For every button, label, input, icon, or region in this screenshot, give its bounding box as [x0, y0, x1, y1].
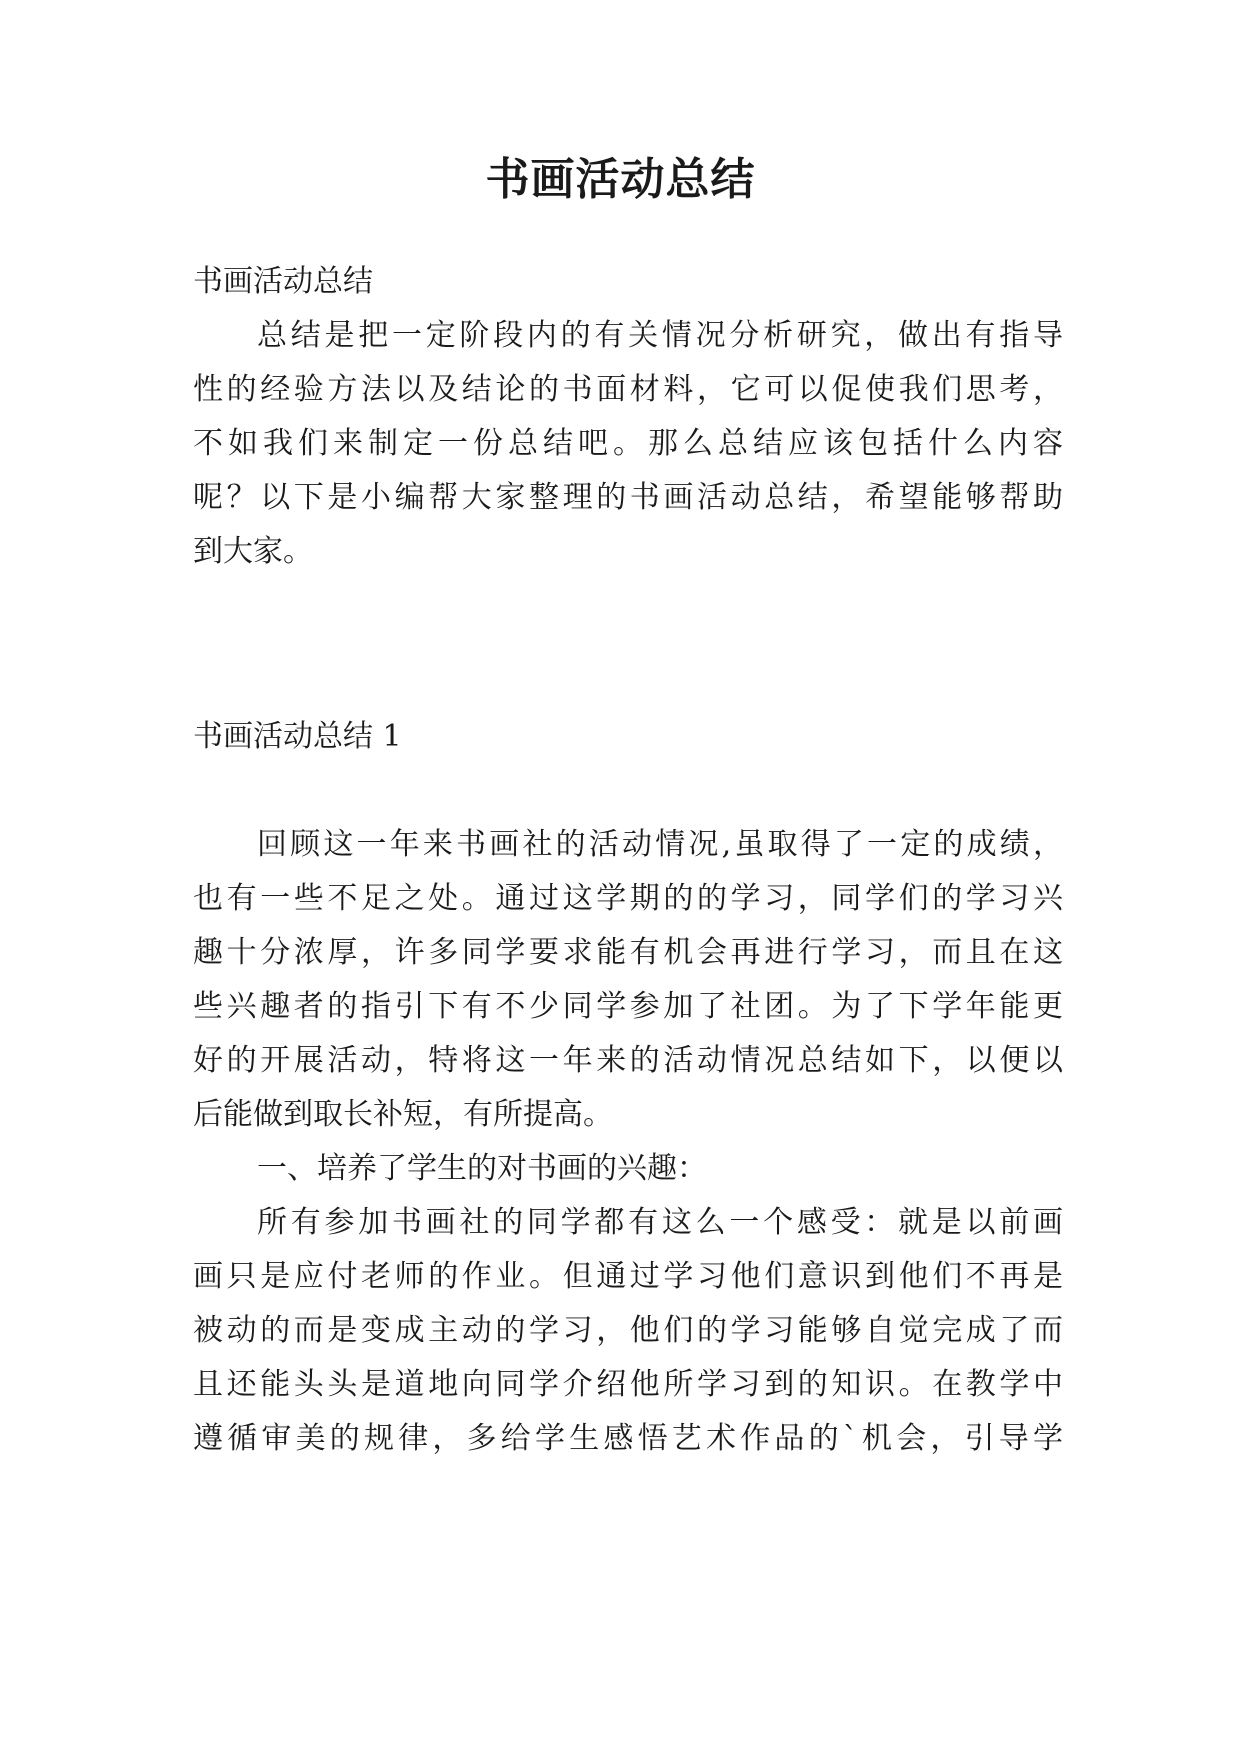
body-line: 也有一些不足之处。通过这学期的的学习，同学们的学习兴 [193, 881, 1063, 916]
intro-line: 到大家。 [193, 534, 313, 569]
intro-line: 总结是把一定阶段内的有关情况分析研究，做出有指导 [257, 318, 1063, 353]
section-heading: 书画活动总结 1 [193, 719, 402, 754]
subheading: 一、培养了学生的对书画的兴趣： [257, 1151, 707, 1186]
intro-line: 不如我们来制定一份总结吧。那么总结应该包括什么内容 [193, 426, 1063, 461]
intro-line: 性的经验方法以及结论的书面材料，它可以促使我们思考， [193, 372, 1063, 407]
body-line: 趣十分浓厚，许多同学要求能有机会再进行学习，而且在这 [193, 935, 1063, 970]
body-line: 被动的而是变成主动的学习，他们的学习能够自觉完成了而 [193, 1313, 1063, 1348]
intro-heading: 书画活动总结 [193, 264, 373, 299]
intro-line: 呢？以下是小编帮大家整理的书画活动总结，希望能够帮助 [193, 480, 1063, 515]
body-line: 后能做到取长补短，有所提高。 [193, 1097, 613, 1132]
body-line: 好的开展活动，特将这一年来的活动情况总结如下，以便以 [193, 1043, 1063, 1078]
body-line: 所有参加书画社的同学都有这么一个感受：就是以前画 [257, 1205, 1063, 1240]
body-line: 画只是应付老师的作业。但通过学习他们意识到他们不再是 [193, 1259, 1063, 1294]
body-line: 些兴趣者的指引下有不少同学参加了社团。为了下学年能更 [193, 989, 1063, 1024]
body-line: 遵循审美的规律，多给学生感悟艺术作品的`机会，引导学 [193, 1421, 1063, 1456]
body-line: 且还能头头是道地向同学介绍他所学习到的知识。在教学中 [193, 1367, 1063, 1402]
body-line: 回顾这一年来书画社的活动情况,虽取得了一定的成绩， [257, 827, 1063, 862]
document-title: 书画活动总结 [485, 154, 756, 205]
